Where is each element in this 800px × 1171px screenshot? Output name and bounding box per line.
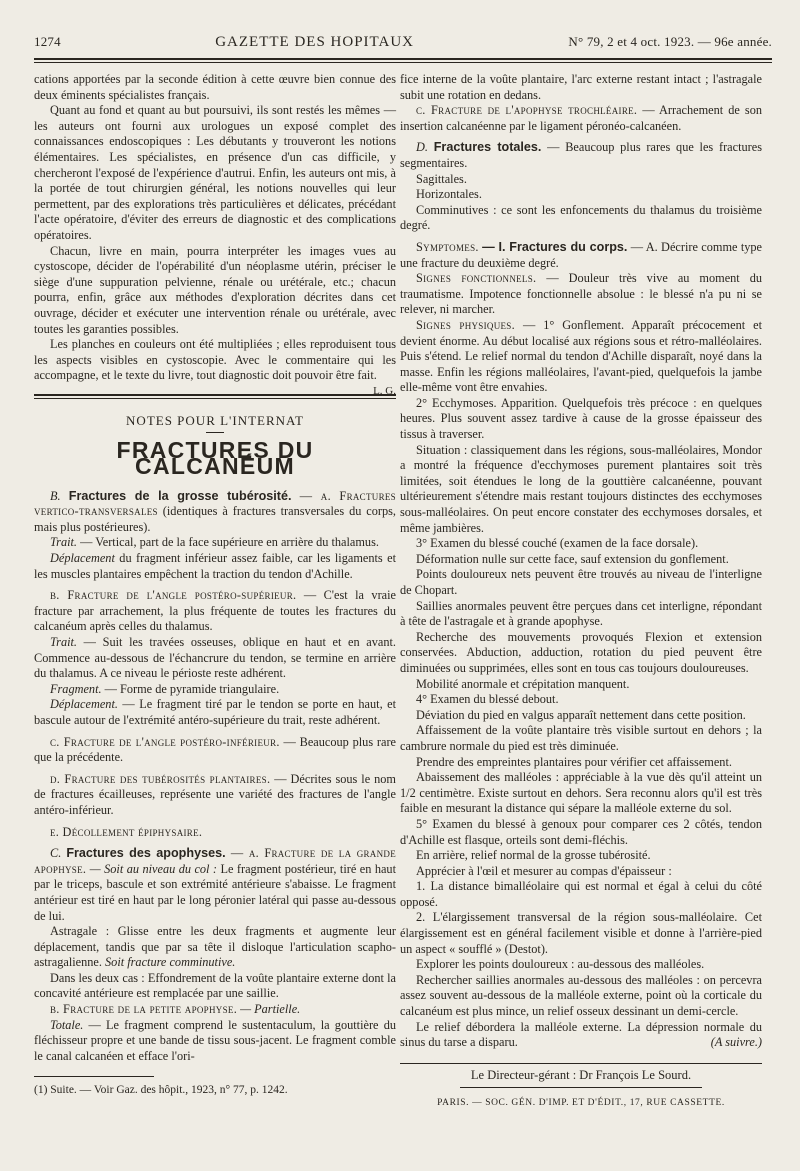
footnote: (1) Suite. — Voir Gaz. des hôpit., 1923, n° 77, p. 1242. xyxy=(34,1084,288,1097)
paragraph: Dans les deux cas : Effondrement de la voûte plantaire externe dont la concavité antérieure est remplacée par une saillie. xyxy=(34,970,396,1001)
text: (identiques à fractures transversales du corps, mais plus postérieures). xyxy=(34,504,396,534)
paragraph xyxy=(34,1002,396,1018)
label: Déplacement xyxy=(50,551,115,566)
right-column xyxy=(400,72,762,1112)
subheading: Fractures de la grosse tubérosité. xyxy=(68,488,292,503)
paragraph-C xyxy=(34,846,396,924)
paragraph: Apprécier à l'œil et mesurer au compas d'épaisseur : xyxy=(416,863,672,878)
text: — Forme de pyramide triangulaire. xyxy=(101,681,280,696)
editor-rule xyxy=(400,1063,762,1064)
paragraph xyxy=(34,635,396,682)
paragraph: 2. L'élargissement transversal de la région sous-malléolaire. Cet élargissement est en général facilement visible et donne à l'arrière-pied un aspect « soufflé » (Destot). xyxy=(400,910,762,956)
paragraph: Situation : classiquement dans les régions, sous-malléolaires, Mondor a montré la fréquence d'ecchymoses purement plantaires soit très limitées, soit étendues le long de la gouttière calcanéenne, pouvant ultérieurement s'étendre mais restant toujours distinctes des ecchymoses sous-malléolaires. On peut encore constater des ecchymoses dorsales, et même jambières. xyxy=(400,442,762,535)
italic-text: — Partielle. xyxy=(237,1002,301,1017)
text: — Beaucoup plus rare que la précédente. xyxy=(34,734,396,765)
italic-text: — Soit au niveau du col : xyxy=(86,861,218,876)
text: — Beaucoup plus rares que les fractures segmentaires. xyxy=(400,140,762,170)
paragraph xyxy=(34,924,396,971)
subheading-sc: Symptomes. xyxy=(416,239,479,254)
paragraph xyxy=(34,588,396,635)
paragraph: Prendre des empreintes plantaires pour vérifier cet affaissement. xyxy=(416,754,732,769)
paragraph xyxy=(34,735,396,766)
intro-paragraph: Chacun, livre en main, pourra interpréter les images vues au cystoscope, décider de l'opérabilité d'un néoplasme utérin, préciser le siège d'une suppuration pelvienne, rénale ou urétérale, etc.; chacun pourra, enfin, grâce aux méthodes d'exploration décrites dans cet ouvrage, décider et exécuter une intervention rénale ou urétérale, avec toutes les garanties possibles. xyxy=(34,243,396,336)
label: Totale. xyxy=(50,1017,84,1032)
text: Le relief débordera la malléole externe. La dépression normale du sinus du tarse a disparu. xyxy=(400,1019,762,1050)
page-number: 1274 xyxy=(34,34,61,49)
footnote-rule xyxy=(34,1076,154,1077)
paragraph-D xyxy=(400,140,762,171)
editor-line: Le Directeur-gérant : Dr François Le Sourd. xyxy=(470,1067,692,1082)
subheading-sc: Signes physiques. xyxy=(416,317,515,332)
header-rule xyxy=(34,58,772,60)
paragraph: 3° Examen du blessé couché (examen de la face dorsale). xyxy=(416,536,699,551)
paragraph: Explorer les points douloureux : au-dessous des malléoles. xyxy=(416,957,705,972)
paragraph xyxy=(34,1018,396,1065)
paragraph xyxy=(34,551,396,582)
subheading: — I. Fractures du corps. xyxy=(482,239,628,254)
paragraph xyxy=(34,772,396,819)
text: du fragment inférieur assez faible, car les ligaments et les muscles plantaires empêchent la traction du tendon d'Achille. xyxy=(34,551,396,581)
paragraph: En arrière, relief normal de la grosse tubérosité. xyxy=(416,848,651,863)
paragraph: Recherche des mouvements provoqués Flexion et extension conservées. Abduction, adduction, rotation du pied peuvent être diminuées ou supprimées, elles sont en tous cas toujours douloureuses. xyxy=(400,629,762,675)
intro-text: Les planches en couleurs ont été multipliées ; elles reproduisent tous les aspects visibles en cystoscopie. Avec le commentaire qui les accompagne, et le texte du livre, tout diagnostic doit pouvoir être fait. xyxy=(34,337,396,383)
paragraph-symptomes xyxy=(400,240,762,271)
text: — Douleur très vive au moment du traumatisme. Impotence fonctionnelle absolue : le blessé n'a pu ni se relever, ni marcher. xyxy=(400,271,762,317)
label: D. xyxy=(416,140,428,155)
paragraph xyxy=(400,1020,762,1051)
subheading-sc: b. Fracture de l'angle postéro-supérieur. xyxy=(50,588,297,603)
text: — Le fragment comprend le sustentaculum, la gouttière du fléchisseur propre et une bande de tissu sous-jacent. Le fragment comble le canal calcanéen et efface l'ori- xyxy=(34,1017,396,1063)
paragraph xyxy=(34,682,396,698)
paragraph: Abaissement des malléoles : appréciable à la vue dès qu'il atteint un 1/2 centimètre. Existe surtout en dehors. Sera reconnu alors qu'il est très faible en mesurant la distance qui sépare la malléole externe du sol. xyxy=(400,770,762,816)
text: — C'est la vraie fracture par arrachement, la plus fréquente de toutes les fractures du calcanéum après celles du thalamus. xyxy=(34,588,396,634)
to-be-continued: (A suivre.) xyxy=(710,1035,762,1050)
paragraph: Points douloureux nets peuvent être trouvés au niveau de l'interligne de Chopart. xyxy=(400,567,762,597)
paragraph: Saillies anormales peuvent être perçues dans cet interligne, répondant à tête de l'astragale et à grande apophyse. xyxy=(400,598,762,629)
small-rule xyxy=(206,432,224,433)
subheading-sc: — a. Fracture de la grande apophyse. xyxy=(34,846,397,876)
paragraph: Rechercher saillies anormales au-dessous des malléoles : on percevra assez souvent au-dessous de la malléole externe, point où la corticale du calcanéum est plus mince, un relief osseux dessinant un demi-cercle. xyxy=(400,972,762,1019)
page-header xyxy=(34,34,772,58)
text: — A. Décrire comme type une fracture du deuxième degré. xyxy=(400,239,762,270)
text: — Suit les travées osseuses, oblique en haut et en avant. Commence au-dessous de l'échancrure du tendon, se termine en arrière du thalamus. A ce niveau le périoste reste adhérent. xyxy=(34,635,396,681)
paragraph: Déviation du pied en valgus apparaît nettement dans cette position. xyxy=(416,707,746,722)
intro-paragraph: cations apportées par la seconde édition à cette œuvre bien connue des deux éminents spécialistes français. xyxy=(34,72,396,102)
left-column xyxy=(34,72,396,1099)
subheading-sc: — a. Fractures vertico-transversales xyxy=(34,488,396,519)
intro-paragraph xyxy=(34,337,396,397)
paragraph: Affaissement de la voûte plantaire très visible surtout en dehors ; la cambrure normale du pied est très diminuée. xyxy=(400,723,762,753)
header-rule-thin xyxy=(34,62,772,63)
label: C. xyxy=(50,846,62,861)
paragraph xyxy=(34,825,396,841)
subheading-sc: c. Fracture de l'angle postéro-inférieur. xyxy=(50,734,280,749)
label: Déplacement. xyxy=(50,697,118,712)
paragraph: Déformation nulle sur cette face, sauf extension du gonflement. xyxy=(416,551,729,566)
list-item: Sagittales. xyxy=(416,171,467,186)
label: Trait. xyxy=(50,535,78,550)
subheading-sc: e. Décollement épiphysaire. xyxy=(50,824,203,839)
paragraph: 5° Examen du blessé à genoux pour comparer ces 2 côtés, tendon d'Achille est flasque, orteils sont demi-fléchis. xyxy=(400,816,762,847)
paragraph-B xyxy=(34,489,396,536)
italic-text: Soit fracture comminutive. xyxy=(101,955,236,970)
text: Astragale : Glisse entre les deux fragments et augmente leur déplacement, tandis que par sa tête il disloque l'articulation scapho-astragalienne. xyxy=(34,924,396,970)
subheading-sc: Signes fonctionnels. xyxy=(416,271,537,286)
section-divider xyxy=(34,394,396,399)
label: Fragment. xyxy=(50,681,102,696)
paragraph xyxy=(400,271,762,318)
section-heading: NOTES POUR L'INTERNAT xyxy=(126,412,304,428)
subheading-sc: d. Fracture des tubérosités plantaires. xyxy=(50,771,271,786)
paragraph xyxy=(34,535,396,551)
issue-info: N° 79, 2 et 4 oct. 1923. — 96e année. xyxy=(568,34,772,49)
subheading: Fractures totales. xyxy=(433,140,542,155)
review-signature: L. G. xyxy=(373,384,396,397)
printer-line: PARIS. — SOC. GÉN. D'IMP. ET D'ÉDIT., 17, RUE CASSETTE. xyxy=(437,1098,725,1109)
journal-title: GAZETTE DES HOPITAUX xyxy=(215,34,414,50)
label: B. xyxy=(50,488,61,503)
intro-paragraph: Quant au fond et quant au but poursuivi, ils sont restés les mêmes — les auteurs ont fourni aux urologues un exposé complet des connaissances endoscopiques : Les débutants y trouveront les notions élémentaires. Les spécialistes, en présence d'un cas difficile, y chercheront l'exposé de l'expérience d'autrui. Enfin, les auteurs ont mis, à la portée de tout chirurgien général, les notions nouvelles qui leur permettent, par des explorations très particulières et délicates, précédant l'acte opératoire, d'éviter des erreurs de diagnostic et des complications opératoires. xyxy=(34,103,396,242)
paragraph xyxy=(400,103,762,134)
text: — 1° Gonflement. Apparaît précocement et devient énorme. Au début localisé aux régions sous et rétro-malléolaires. Puis s'étend. Le relief normal du tendon d'Achille disparaît, noyé dans la masse. Enfin les régions malléolaires, l'avant-pied, quelquefois la jambe elle-même vont être envahies. xyxy=(400,317,762,395)
subheading: Fractures des apophyses. xyxy=(66,846,226,861)
paragraph: 2° Ecchymoses. Apparition. Quelquefois très précoce : en quelques heures. Plus souvent assez tardive à cause de la grosse épaisseur des tissus à traverser. xyxy=(400,395,762,442)
text: — Vertical, part de la face supérieure en arrière du thalamus. xyxy=(77,535,379,550)
text: — Le fragment tiré par le tendon se porte en haut, et bascule autour de l'extrémité antéro-supérieure du trait, reste adhérent. xyxy=(34,697,396,727)
paragraph: 1. La distance bimalléolaire qui est normal et égal à celui du côté opposé. xyxy=(400,879,762,909)
list-item: Horizontales. xyxy=(416,187,482,202)
printer-rule xyxy=(460,1087,702,1088)
text: Le fragment postérieur, tiré en haut par le triceps, bascule et son extrémité antérieure s'abaisse. Le fragment antérieur est tiré en haut par le long péronier latéral qui passe au-dessous de lui. xyxy=(34,861,396,923)
subheading-sc: c. Fracture de l'apophyse trochléaire. xyxy=(416,103,638,118)
text: — Arrachement de son insertion calcanéenne par le ligament péronéo-calcanéen. xyxy=(400,103,762,133)
paragraph: fice interne de la voûte plantaire, l'arc externe restant intact ; l'astragale subit une rotation en dedans. xyxy=(400,72,762,102)
paragraph xyxy=(400,318,762,396)
paragraph: 4° Examen du blessé debout. xyxy=(416,692,559,707)
text: — Décrites sous le nom de fractures écailleuses, représente une variété des fractures de l'angle antéro-inférieur. xyxy=(34,771,396,817)
label: Trait. xyxy=(50,635,78,649)
article-title: FRACTURES DU CALCANÉUM xyxy=(116,437,314,480)
paragraph: Mobilité anormale et crépitation manquent. xyxy=(416,676,630,691)
paragraph: Comminutives : ce sont les enfoncements du thalamus du troisième degré. xyxy=(400,202,762,233)
paragraph xyxy=(34,697,396,728)
subheading-sc: b. Fracture de la petite apophyse. xyxy=(50,1002,238,1017)
